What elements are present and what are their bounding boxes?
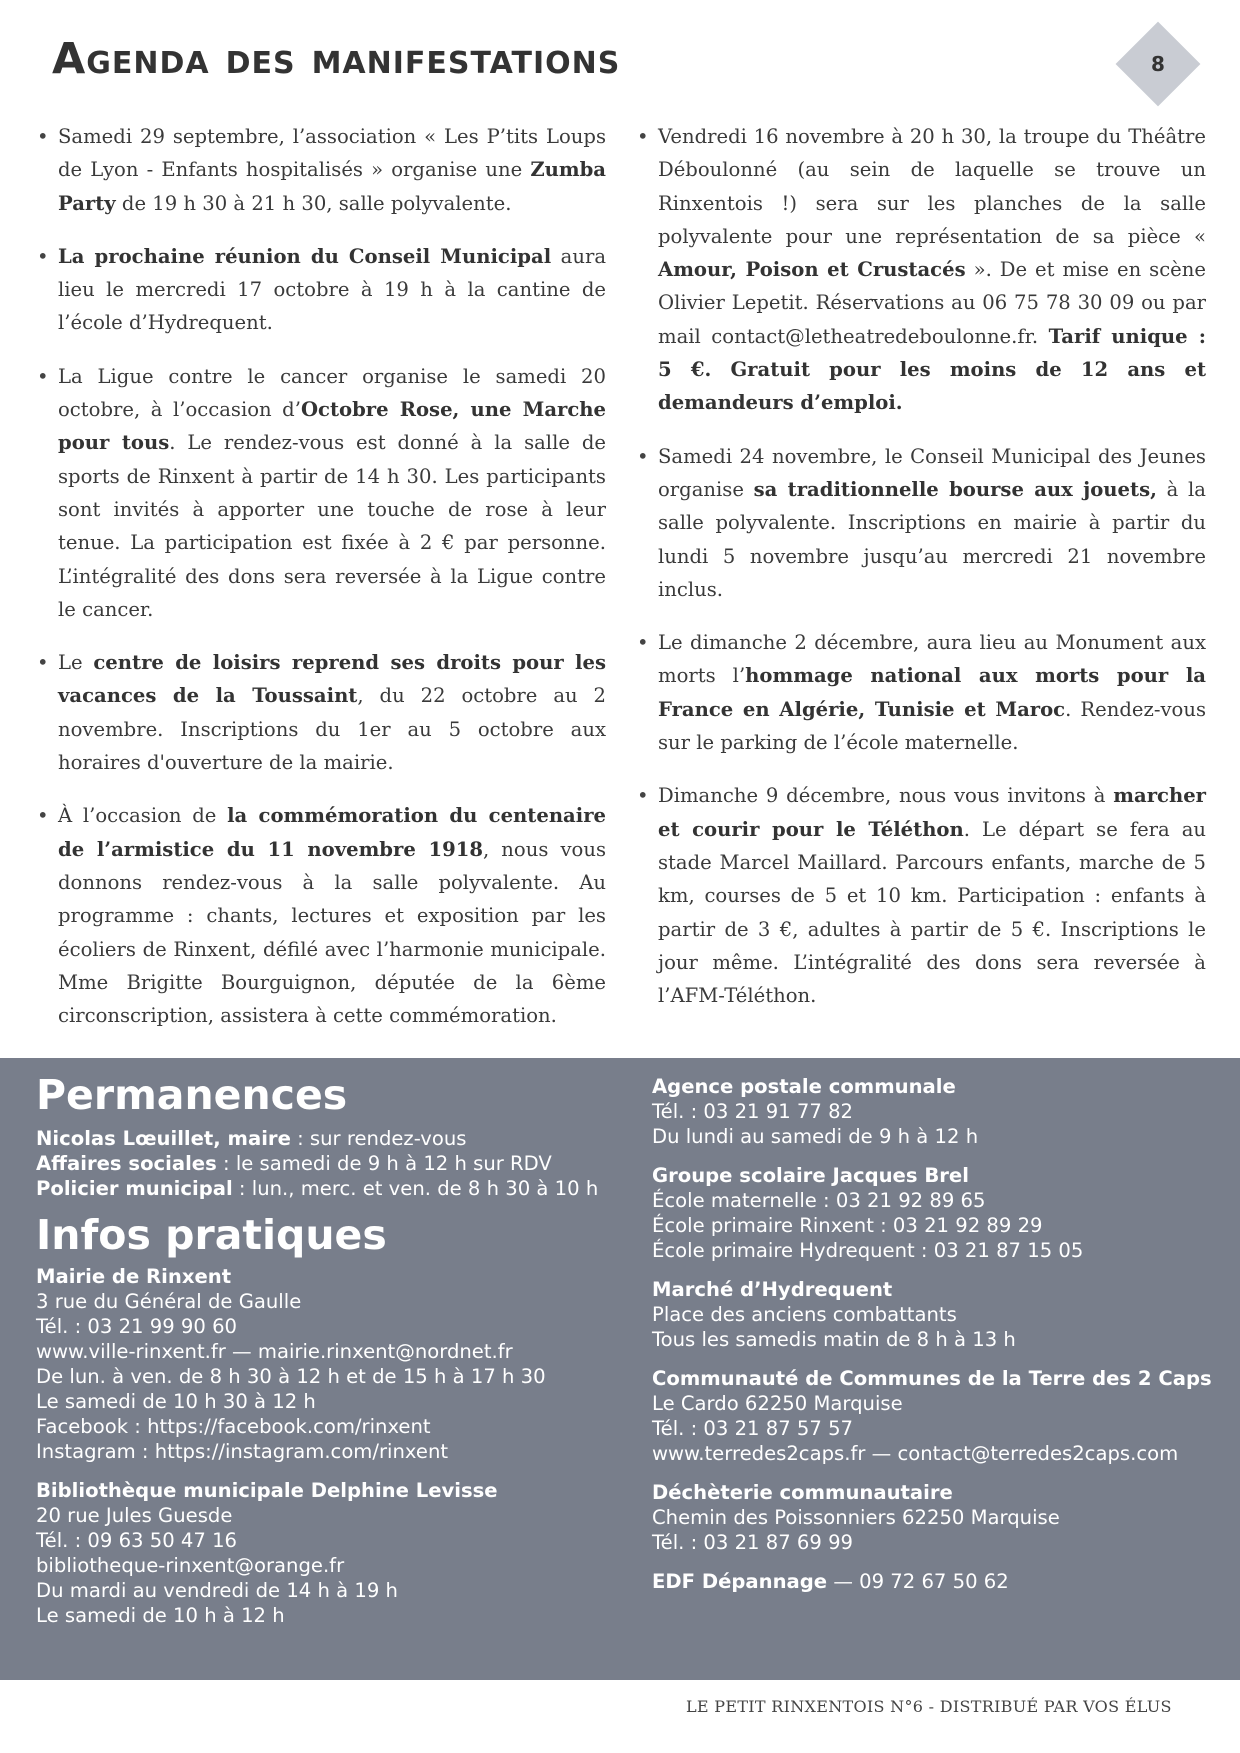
permanences-heading: Permanences xyxy=(36,1071,348,1119)
agenda-text: Le xyxy=(58,651,94,675)
mairie-line: Le samedi de 10 h 30 à 12 h xyxy=(36,1390,316,1413)
bibliotheque-title: Bibliothèque municipale Delphine Levisse xyxy=(36,1479,498,1502)
agenda-text: de 19 h 30 à 21 h 30, salle polyvalente. xyxy=(115,191,512,215)
permanence-text: : sur rendez-vous xyxy=(290,1127,467,1150)
agenda-item xyxy=(58,646,606,779)
agenda-highlight: Amour, Poison et Crustacés xyxy=(658,258,966,282)
decheterie-block xyxy=(652,1480,1212,1555)
permanence-text: : le samedi de 9 h à 12 h sur RDV xyxy=(216,1152,552,1175)
bibliotheque-phone[interactable]: Tél. : 09 63 50 47 16 xyxy=(36,1529,237,1552)
agenda-text: Samedi 29 septembre, l’association « Les P’tits Loups de Lyon - Enfants hospitalisés » organise une xyxy=(58,125,606,182)
agenda-text: Dimanche 9 décembre, nous vous invitons à xyxy=(658,784,1114,808)
agenda-highlight: hommage national aux morts pour la France en Algérie, Tunisie et Maroc xyxy=(658,664,1206,721)
communaute-line: Le Cardo 62250 Marquise xyxy=(652,1392,903,1415)
page-number: 8 xyxy=(1151,52,1165,76)
agence-phone[interactable]: Tél. : 03 21 91 77 82 xyxy=(652,1100,853,1123)
agenda-text: Samedi 24 novembre, le Conseil Municipal des Jeunes organise xyxy=(658,444,1206,501)
decheterie-line: Chemin des Poissonniers 62250 Marquise xyxy=(652,1506,1060,1529)
agence-title: Agence postale communale xyxy=(652,1075,956,1098)
agenda-highlight: Tarif unique : 5 €. Gratuit pour les moins de 12 ans et demandeurs d’emploi. xyxy=(658,324,1206,415)
page-title: Agenda des manifestations xyxy=(52,34,621,84)
bibliotheque-line: 20 rue Jules Guesde xyxy=(36,1504,233,1527)
edf-phone[interactable]: — 09 72 67 50 62 xyxy=(827,1570,1009,1593)
groupe-block xyxy=(652,1163,1212,1263)
marche-title: Marché d’Hydrequent xyxy=(652,1278,893,1301)
groupe-line: École primaire Rinxent : 03 21 92 89 29 xyxy=(652,1214,1043,1237)
decheterie-title: Déchèterie communautaire xyxy=(652,1481,953,1504)
marche-line: Tous les samedis matin de 8 h à 13 h xyxy=(652,1328,1016,1351)
agenda-highlight: sa traditionnelle bourse aux jouets, xyxy=(753,477,1157,501)
mairie-web-email[interactable]: www.ville-rinxent.fr — mairie.rinxent@nordnet.fr xyxy=(36,1340,513,1363)
agenda-highlight: La prochaine réunion du Conseil Municipal xyxy=(58,244,552,268)
marche-line: Place des anciens combattants xyxy=(652,1303,957,1326)
permanence-label: Policier municipal xyxy=(36,1177,233,1200)
permanence-line xyxy=(36,1126,626,1151)
mairie-phone[interactable]: Tél. : 03 21 99 90 60 xyxy=(36,1315,237,1338)
infos-heading: Infos pratiques xyxy=(36,1211,387,1259)
mairie-block xyxy=(36,1264,626,1464)
agenda-text: . Rendez-vous sur le parking de l’école maternelle. xyxy=(658,697,1206,755)
agenda-right-column xyxy=(658,120,1206,1032)
info-left-column xyxy=(36,1058,626,1628)
bibliotheque-email[interactable]: bibliotheque-rinxent@orange.fr xyxy=(36,1554,345,1577)
edf-title: EDF Dépannage xyxy=(652,1570,828,1593)
agenda-text: à la salle polyvalente. Inscriptions en mairie à partir du lundi 5 novembre jusqu’au mercredi 21 novembre inclus. xyxy=(658,477,1206,601)
facebook-link[interactable]: Facebook : https://facebook.com/rinxent xyxy=(36,1415,431,1438)
edf-line xyxy=(652,1569,1212,1594)
agenda-highlight: centre de loisirs reprend ses droits pour les vacances de la Toussaint xyxy=(58,651,606,708)
agenda-text: Le dimanche 2 décembre, aura lieu au Monument aux morts l’ xyxy=(658,631,1206,688)
agenda-text: . Le départ se fera au stade Marcel Maillard. Parcours enfants, marche de 5 km, courses de 5 et 10 km. Participation : enfants à partir de 3 €, adultes à partir de 5 €. Inscriptions le jour même. L’intégralité des dons sera reversée à l’AFM-Téléthon. xyxy=(658,817,1207,1008)
agenda-item xyxy=(658,120,1206,420)
permanence-line xyxy=(36,1151,626,1176)
communaute-block xyxy=(652,1366,1212,1466)
agenda-item xyxy=(58,799,606,1032)
instagram-link[interactable]: Instagram : https://instagram.com/rinxent xyxy=(36,1440,449,1463)
groupe-title: Groupe scolaire Jacques Brel xyxy=(652,1164,969,1187)
agenda-text: À l’occasion de xyxy=(58,804,228,828)
agenda-highlight: Octobre Rose, une Marche pour tous xyxy=(58,398,606,455)
agence-block xyxy=(652,1074,1212,1149)
mairie-line: 3 rue du Général de Gaulle xyxy=(36,1290,302,1313)
permanence-label: Nicolas Lœuillet, maire xyxy=(36,1127,291,1150)
decheterie-phone[interactable]: Tél. : 03 21 87 69 99 xyxy=(652,1531,853,1554)
groupe-line: École maternelle : 03 21 92 89 65 xyxy=(652,1189,986,1212)
communaute-web-email[interactable]: www.terredes2caps.fr — contact@terredes2caps.com xyxy=(652,1442,1179,1465)
mairie-title: Mairie de Rinxent xyxy=(36,1265,232,1288)
communaute-title: Communauté de Communes de la Terre des 2 Caps xyxy=(652,1367,1212,1390)
info-panel xyxy=(0,1058,1240,1680)
agenda-item xyxy=(58,120,606,220)
permanence-label: Affaires sociales xyxy=(36,1152,217,1175)
agenda-item xyxy=(658,626,1206,759)
agenda-text: ». De et mise en scène Olivier Lepetit. Réservations au 06 75 78 30 09 ou par mail contact@letheatredeboulonne.fr. xyxy=(658,258,1206,348)
agenda-item xyxy=(658,779,1206,1012)
permanences-list xyxy=(36,1126,626,1201)
communaute-phone[interactable]: Tél. : 03 21 87 57 57 xyxy=(652,1417,853,1440)
agenda-item xyxy=(58,360,606,626)
agenda-item xyxy=(58,240,606,340)
agenda-text: , du 22 octobre au 2 novembre. Inscriptions du 1er au 5 octobre aux horaires d'ouverture de la mairie. xyxy=(58,684,606,775)
agenda-left-column xyxy=(58,120,606,1052)
agenda-text: . Le rendez-vous est donné à la salle de sports de Rinxent à partir de 14 h 30. Les participants sont invités à apporter une touche de rose à leur tenue. La participation est fixée à 2 € par personne. L’intégralité des dons sera reversée à la Ligue contre le cancer. xyxy=(58,431,606,621)
bibliotheque-block xyxy=(36,1478,626,1628)
agenda-highlight: Zumba Party xyxy=(58,158,606,215)
agenda-text: La Ligue contre le cancer organise le samedi 20 octobre, à l’occasion d’ xyxy=(58,364,606,422)
mairie-line: De lun. à ven. de 8 h 30 à 12 h et de 15 h à 17 h 30 xyxy=(36,1365,546,1388)
marche-block xyxy=(652,1277,1212,1352)
footer-text: LE PETIT RINXENTOIS N°6 - DISTRIBUÉ PAR VOS ÉLUS xyxy=(686,1697,1172,1716)
bibliotheque-line: Du mardi au vendredi de 14 h à 19 h xyxy=(36,1579,398,1602)
agenda-text: , nous vous donnons rendez-vous à la salle polyvalente. Au programme : chants, lectures et exposition par les écoliers de Rinxent, défilé avec l’harmonie municipale. Mme Brigitte Bourguignon, députée de la 6ème circonscription, assistera à cette commémoration. xyxy=(58,837,606,1028)
bibliotheque-line: Le samedi de 10 h à 12 h xyxy=(36,1604,285,1627)
agenda-highlight: marcher et courir pour le Téléthon xyxy=(658,784,1206,841)
info-right-column xyxy=(652,1058,1212,1594)
permanence-line xyxy=(36,1176,626,1201)
agenda-text: aura lieu le mercredi 17 octobre à 19 h à la cantine de l’école d’Hydrequent. xyxy=(58,244,606,335)
agenda-item xyxy=(658,440,1206,606)
agenda-text: Vendredi 16 novembre à 20 h 30, la troupe du Théâtre Déboulonné (au sein de laquelle se trouve un Rinxentois !) sera sur les planches de la salle polyvalente pour une représentation de sa pièce « xyxy=(658,125,1206,248)
agence-hours: Du lundi au samedi de 9 h à 12 h xyxy=(652,1125,979,1148)
groupe-line: École primaire Hydrequent : 03 21 87 15 05 xyxy=(652,1239,1084,1262)
permanence-text: : lun., merc. et ven. de 8 h 30 à 10 h xyxy=(232,1177,599,1200)
agenda-highlight: la commémoration du centenaire de l’armistice du 11 novembre 1918 xyxy=(58,804,606,861)
